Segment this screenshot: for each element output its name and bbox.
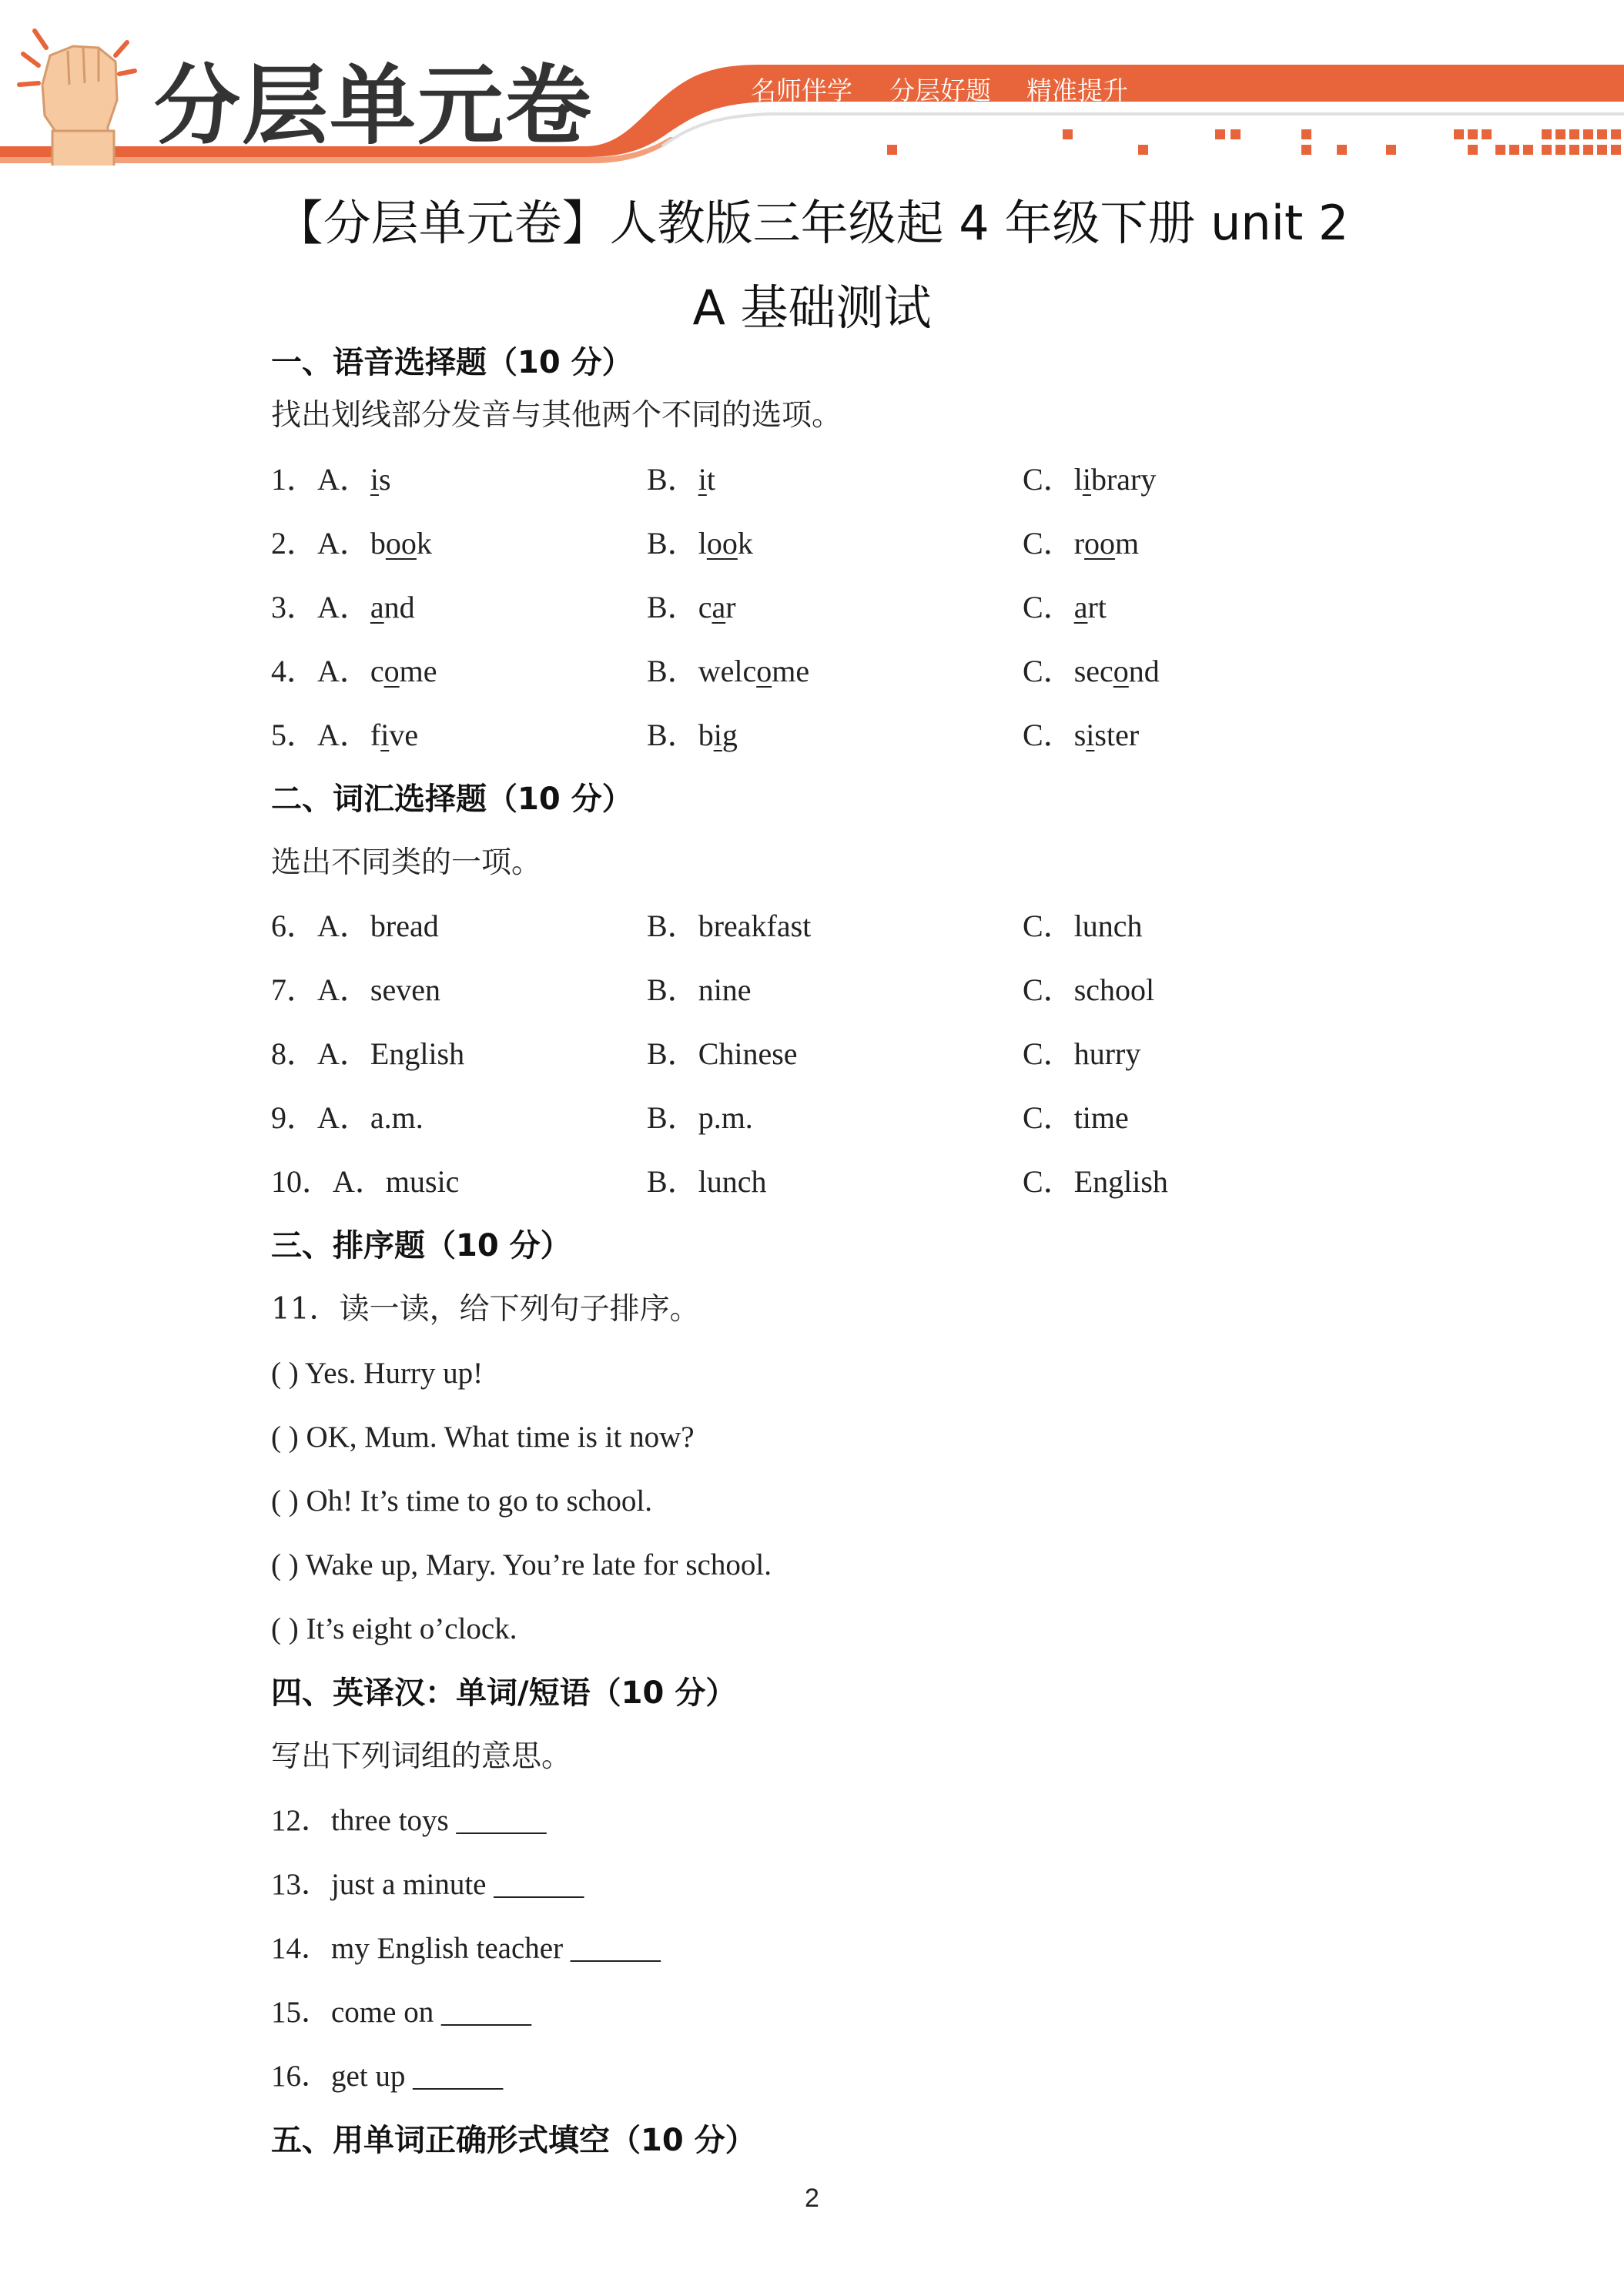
q10-option-b: B．lunch (647, 1164, 767, 1199)
q10-option-c: C．English (1023, 1164, 1168, 1199)
question-9: 9．A．a.m. (271, 1100, 424, 1135)
slogan-3: 精准提升 (1026, 75, 1128, 105)
question-11: 11．读一读，给下列句子排序。 (271, 1292, 700, 1327)
q8-option-b: B．Chinese (647, 1036, 798, 1071)
q1-label: 1．A． (271, 462, 370, 497)
slogan-2: 分层好题 (889, 75, 991, 105)
brand-title: 分层单元卷 (154, 56, 593, 156)
section-4-heading: 四、英译汉：单词/短语（10 分） (271, 1675, 737, 1711)
section-3-heading: 三、排序题（10 分） (271, 1228, 571, 1263)
q1-option-c: C．library (1023, 462, 1157, 497)
q3-option-b: B．car (647, 590, 736, 624)
q1-option-b: B．it (647, 462, 715, 497)
translate-item-13: 13．just a minute ______ (271, 1868, 584, 1901)
q2-option-c: C．room (1023, 526, 1140, 561)
ordering-item-4: ( ) Wake up, Mary. You’re late for school. (271, 1548, 772, 1581)
q4-option-c: C．second (1023, 654, 1160, 688)
question-6: 6．A．bread (271, 909, 439, 943)
q5-option-c: C．sister (1023, 718, 1140, 752)
ordering-item-1: ( ) Yes. Hurry up! (271, 1357, 484, 1390)
slogan-1: 名师伴学 (751, 75, 852, 105)
question-8: 8．A．English (271, 1036, 465, 1071)
section-4-instruction: 写出下列词组的意思。 (271, 1739, 572, 1774)
question-5: 5．A．five (271, 718, 419, 752)
q6-option-b: B．breakfast (647, 909, 812, 943)
q2-option-b: B．look (647, 526, 753, 561)
question-3: 3．A．and (271, 590, 415, 624)
translate-item-14: 14．my English teacher ______ (271, 1932, 661, 1965)
q4-option-b: B．welcome (647, 654, 810, 688)
q3-option-c: C．art (1023, 590, 1107, 624)
translate-item-15: 15．come on ______ (271, 1996, 531, 2029)
translate-item-16: 16．get up ______ (271, 2060, 504, 2093)
doc-title: 【分层单元卷】人教版三年级起 4 年级下册 unit 2 (275, 195, 1349, 251)
page-number: 2 (805, 2184, 819, 2213)
question-2: 2．A．book (271, 526, 432, 561)
ordering-item-5: ( ) It’s eight o’clock. (271, 1612, 517, 1645)
question-1: 1．A．is (271, 462, 391, 497)
section-5-heading: 五、用单词正确形式填空（10 分） (271, 2123, 756, 2158)
doc-subtitle: A 基础测试 (692, 279, 932, 336)
question-7: 7．A．seven (271, 972, 440, 1007)
question-4: 4．A．come (271, 654, 437, 688)
header-banner (0, 0, 1624, 166)
q5-option-b: B．big (647, 718, 738, 752)
q8-option-c: C．hurry (1023, 1036, 1141, 1071)
section-1-heading: 一、语音选择题（10 分） (271, 345, 633, 380)
section-2-instruction: 选出不同类的一项。 (271, 845, 542, 880)
q7-option-b: B．nine (647, 972, 752, 1007)
translate-item-12: 12．three toys ______ (271, 1804, 547, 1837)
q7-option-c: C．school (1023, 972, 1155, 1007)
q9-option-c: C．time (1023, 1100, 1129, 1135)
fist-icon (19, 31, 135, 166)
decorative-squares (887, 129, 1621, 155)
question-10: 10．A．music (271, 1164, 460, 1199)
q9-option-b: B．p.m. (647, 1100, 753, 1135)
section-1-instruction: 找出划线部分发音与其他两个不同的选项。 (271, 398, 842, 433)
q6-option-c: C．lunch (1023, 909, 1143, 943)
ordering-item-2: ( ) OK, Mum. What time is it now? (271, 1421, 695, 1454)
ordering-item-3: ( ) Oh! It’s time to go to school. (271, 1484, 653, 1518)
section-2-heading: 二、词汇选择题（10 分） (271, 782, 633, 817)
